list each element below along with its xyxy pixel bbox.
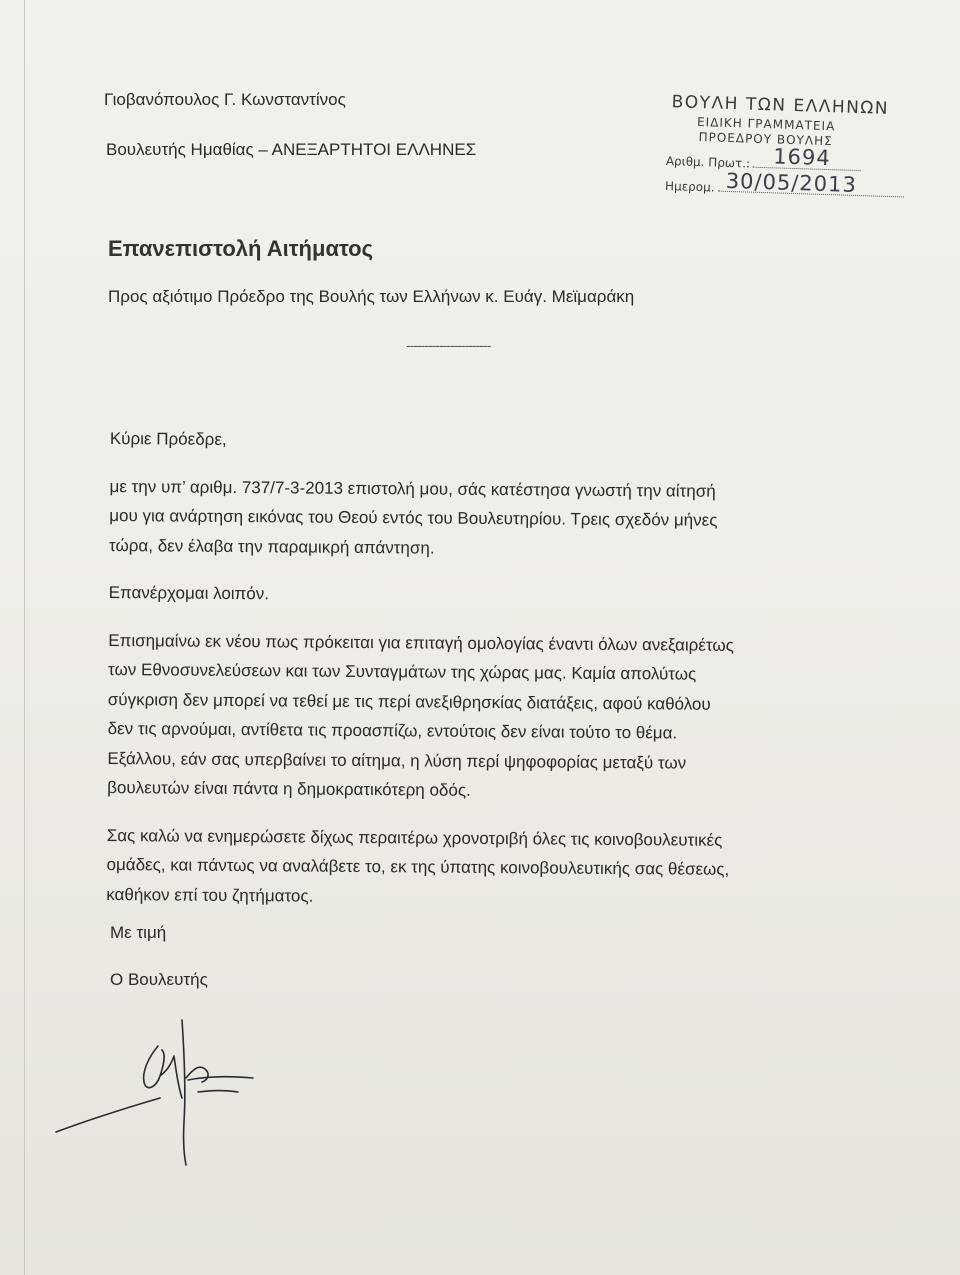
stamp-protocol-value: 1694 xyxy=(772,144,832,171)
stamp-date-value: 30/05/2013 xyxy=(725,168,858,197)
stamp-line-2: ΕΙΔΙΚΗ ΓΡΑΜΜΑΤΕΙΑ xyxy=(696,114,836,134)
paragraph-1-line: τώρα, δεν έλαβα την παραμικρή απάντηση. xyxy=(108,535,435,558)
paragraph-1-line: μου για ανάρτηση εικόνας του Θεού εντός του Βουλευτηρίου. Τρεις σχεδόν μήνες xyxy=(109,505,718,530)
signature-stroke xyxy=(182,1020,186,1165)
paragraph-3-line: Επισημαίνω εκ νέου πως πρόκειται για επιταγή ομολογίας έναντι όλων ανεξαιρέτως xyxy=(108,630,734,655)
signature-stroke xyxy=(188,1077,253,1080)
paragraph-2: Επανέρχομαι λοιπόν. xyxy=(108,582,270,604)
paragraph-4-line: ομάδες, και πάντως να αναλάβετε το, εκ της ύπατης κοινοβουλευτικής σας θέσεως, xyxy=(106,854,730,879)
signature-stroke xyxy=(144,1046,165,1088)
sender-role: Βουλευτής Ημαθίας – ΑΝΕΞΑΡΤΗΤΟΙ ΕΛΛΗΝΕΣ xyxy=(106,140,477,159)
page-edge-line xyxy=(24,0,25,1275)
paragraph-3-line: σύγκριση δεν μπορεί να τεθεί με τις περί ανεξιθρησκίας διατάξεις, αφού καθόλου xyxy=(107,689,711,714)
parliament-stamp xyxy=(665,92,938,201)
paragraph-3-line: βουλευτών είναι πάντα η δημοκρατικότερη οδός. xyxy=(107,777,471,800)
handwritten-signature xyxy=(48,1010,268,1180)
paragraph-4-line: Σας καλώ να ενημερώσετε δίχως περαιτέρω χρονοτριβή όλες τις κοινοβουλευτικές xyxy=(106,825,723,850)
signature-stroke xyxy=(56,1098,160,1132)
paragraph-4 xyxy=(106,820,847,914)
paragraph-4-line: καθήκον επί του ζητήματος. xyxy=(106,884,314,906)
stamp-line-3: ΠΡΟΕΔΡΟΥ ΒΟΥΛΗΣ xyxy=(698,129,833,149)
closing-regards: Με τιμή xyxy=(110,923,167,942)
paragraph-3-line: δεν τις αρνούμαι, αντίθετα τις προασπίζω, εντούτοις δεν είναι τούτο το θέμα. xyxy=(107,718,678,743)
stamp-protocol-field xyxy=(753,144,861,171)
recipient-line: Προς αξιότιμο Πρόεδρο της Βουλής των Ελλήνων κ. Ευάγ. Μεϊμαράκη xyxy=(108,287,635,306)
paragraph-1 xyxy=(109,471,850,565)
paragraph-3 xyxy=(107,625,848,808)
stamp-line-1: ΒΟΥΛΗ ΤΩΝ ΕΛΛΗΝΩΝ xyxy=(671,92,890,119)
stamp-date-row xyxy=(664,168,935,201)
paragraph-3-line: Εξάλλου, εάν σας υπερβαίνει το αίτημα, η λύση περί ψηφοφορίας μεταξύ των xyxy=(107,748,687,773)
closing-signatory: Ο Βουλευτής xyxy=(110,970,208,989)
greeting: Κύριε Πρόεδρε, xyxy=(109,428,227,449)
separator-line: ----------------------- xyxy=(406,337,491,353)
closing-block xyxy=(110,924,208,988)
sender-name: Γιοβανόπουλος Γ. Κωνσταντίνος xyxy=(104,90,346,109)
paragraph-3-line: των Εθνοσυνελεύσεων και των Συνταγμάτων της χώρας μας. Καμία απολύτως xyxy=(107,659,697,684)
stamp-date-label: Ημερομ. xyxy=(664,178,715,195)
letter-body xyxy=(106,424,850,933)
letter-title: Επανεπιστολή Αιτήματος xyxy=(108,236,374,261)
stamp-protocol-label: Αριθμ. Πρωτ.: xyxy=(665,153,751,171)
paragraph-1-line: με την υπ’ αριθμ. 737/7-3-2013 επιστολή μου, σάς κατέστησα γνωστή την αίτησή xyxy=(109,476,716,501)
stamp-date-field xyxy=(717,168,903,198)
signature-stroke xyxy=(198,1091,238,1093)
